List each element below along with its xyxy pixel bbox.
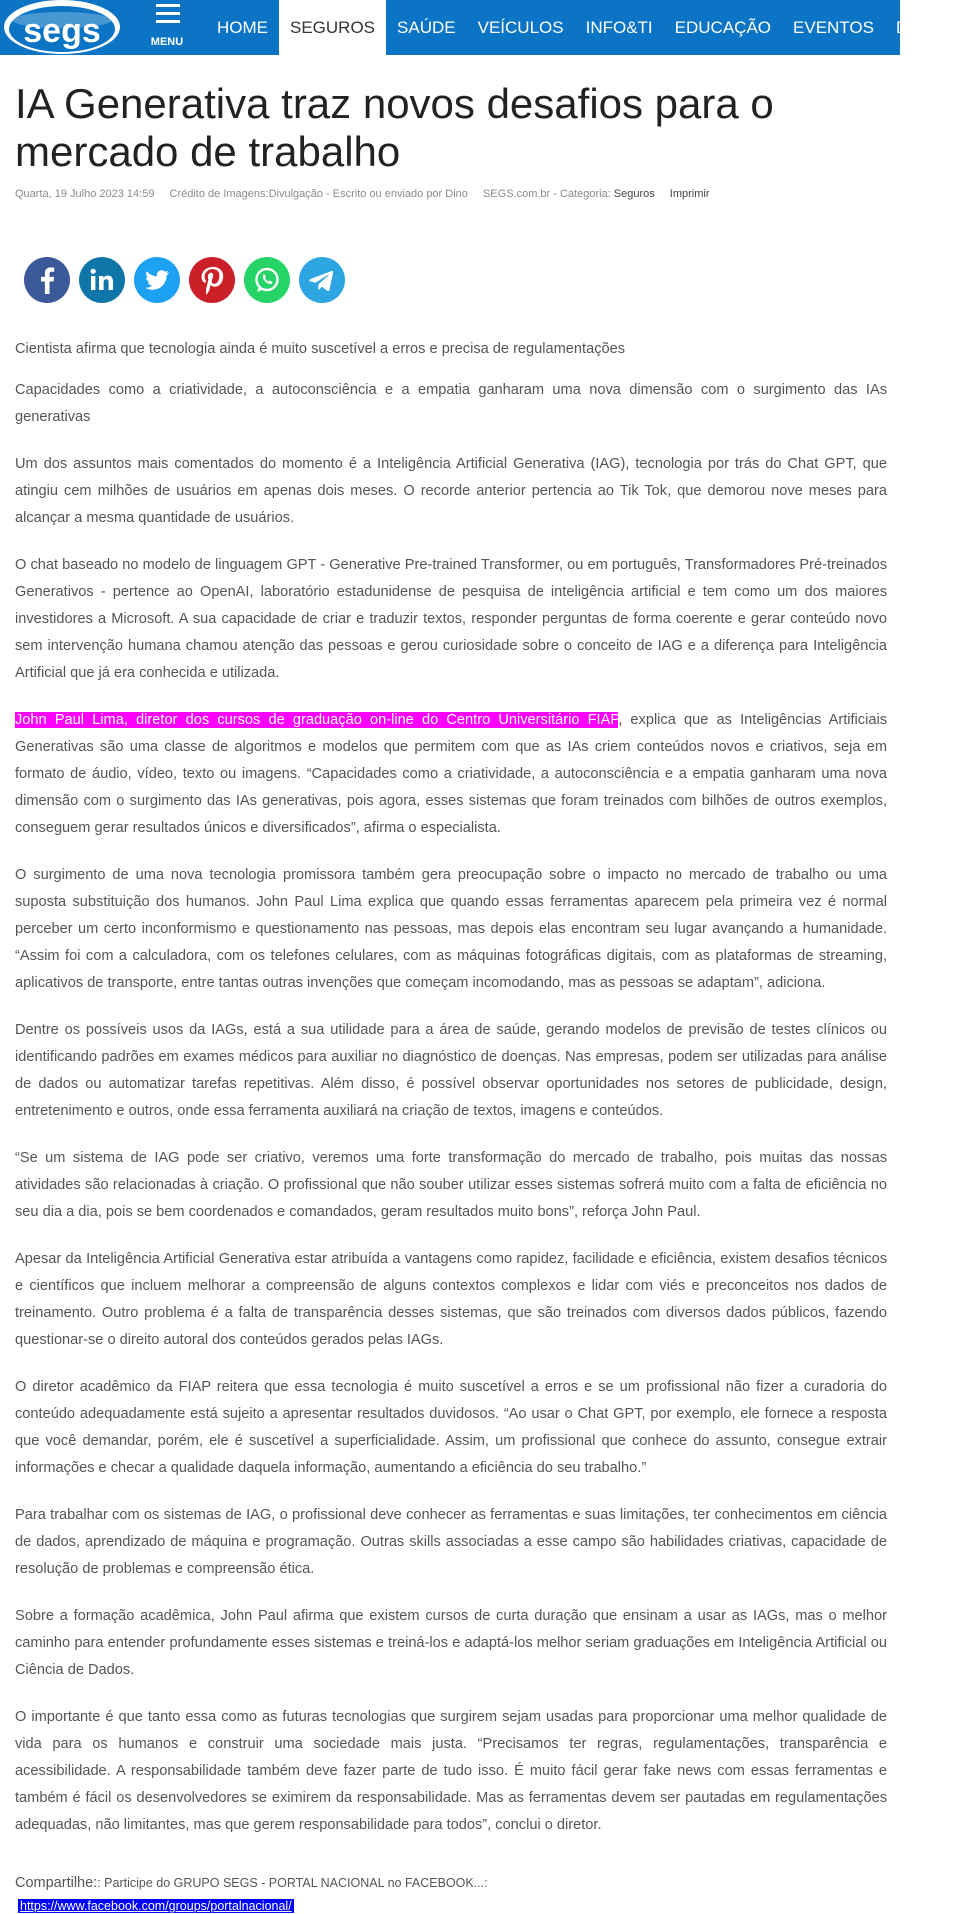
hamburger-icon <box>156 4 180 7</box>
image-credit: Crédito de Imagens:Divulgação - Escrito ou enviado por Dino <box>169 188 468 200</box>
article-paragraph: Para trabalhar com os sistemas de IAG, o profissional deve conhecer as ferramentas e suas limitações, ter conhecimentos em ciência de dados, aprendizado de máquina e programação. Outras skills associadas a esse campo são habilidades criativas, capacidade de resolução de problemas e compreensão ética. <box>15 1507 887 1577</box>
article-meta <box>15 188 887 200</box>
menu-button[interactable] <box>145 0 189 55</box>
article-paragraph: Capacidades como a criatividade, a autoconsciência e a empatia ganharam uma nova dimensão com o surgimento das IAs generativas <box>15 382 887 425</box>
article-paragraph: Um dos assuntos mais comentados do momento é a Inteligência Artificial Generativa (IAG), tecnologia por trás do Chat GPT, que atingiu cem milhões de usuários em apenas dois meses. O recorde anterior pertencia ao Tik Tok, que demorou nove meses para alcançar a mesma quantidade de usuários. <box>15 456 887 526</box>
highlighted-text: John Paul Lima, diretor dos cursos de graduação on-line do Centro Universitário FIAP <box>15 712 619 728</box>
telegram-icon[interactable] <box>299 257 345 303</box>
category-link[interactable]: Seguros <box>613 188 655 200</box>
nav-veiculos[interactable]: VEÍCULOS <box>477 18 564 37</box>
facebook-icon[interactable] <box>24 257 70 303</box>
pinterest-icon[interactable] <box>189 257 235 303</box>
segs-logo[interactable] <box>2 0 122 55</box>
article-date: Quarta, 19 Julho 2023 14:59 <box>15 188 155 200</box>
hamburger-icon-bar <box>156 20 180 23</box>
social-share-bar <box>24 257 887 303</box>
nav-educacao[interactable]: EDUCAÇÃO <box>674 18 772 37</box>
article-paragraph: Dentre os possíveis usos da IAGs, está a sua utilidade para a área de saúde, gerando modelos de previsão de testes clínicos ou identificando padrões em exames médicos para auxiliar no diagnóstico de doenças. Nas empresas, podem ser utilizadas para análise de dados ou automatizar tarefas repetitivas. Além disso, é possível observar oportunidades nos setores de publicidade, design, entretenimento e outros, onde essa ferramenta auxiliará na criação de textos, imagens e conteúdos. <box>15 1022 887 1119</box>
article-paragraph: Sobre a formação acadêmica, John Paul afirma que existem cursos de curta duração que ensinam a usar as IAGs, mas o melhor caminho para entender profundamente esses sistemas e treiná-los e adaptá-los melhor seriam graduações em Inteligência Artificial ou Ciência de Dados. <box>15 1608 887 1678</box>
menu-label: MENU <box>150 36 184 48</box>
article-paragraph: O chat baseado no modelo de linguagem GPT - Generative Pre-trained Transformer, ou em português, Transformadores Pré-treinados Generativos - pertence ao OpenAI, laboratório estadunidense de pesquisa de inteligência artificial e tem como um dos maiores investidores a Microsoft. A sua capacidade de criar e traduzir textos, responder perguntas de forma coerente e gerar conteúdo novo sem intervenção humana chamou atenção das pessoas e gerou curiosidade sobre o conceito de IAG e a diferença para Inteligência Artificial que já era conhecida e utilizada. <box>15 557 887 681</box>
hamburger-icon-bar <box>156 12 180 15</box>
article-title: IA Generativa traz novos desafios para o mercado de trabalho <box>15 80 774 175</box>
print-link[interactable]: Imprimir <box>669 188 710 200</box>
nav-eventos[interactable]: EVENTOS <box>793 18 874 37</box>
share-text: : Participe do GRUPO SEGS - PORTAL NACIONAL no FACEBOOK...: <box>97 1876 488 1890</box>
nav-demais[interactable]: DEMAIS <box>895 18 962 37</box>
article-paragraph: O diretor acadêmico da FIAP reitera que essa tecnologia é muito suscetível a erros e se um profissional não fizer a curadoria do conteúdo adequadamente está sujeito a apresentar resultados duvidosos. “Ao usar o Chat GPT, por exemplo, ele fornece a resposta que você demandar, porém, ele é suscetível a superficialidade. Assim, um profissional que conhece do assunto, consegue extrair informações e checar a qualidade daquela informação, aumentando a eficiência do seu trabalho.” <box>15 1379 887 1476</box>
article-paragraph: O surgimento de uma nova tecnologia promissora também gera preocupação sobre o impacto no mercado de trabalho ou uma suposta substituição dos humanos. John Paul Lima explica que quando essas ferramentas aparecem pela primeira vez é normal perceber um certo inconformismo e questionamento nas pessoas, mas depois elas encontram seu lugar avançando a humanidade. “Assim foi com a calculadora, com os telefones celulares, com as máquinas fotográficas digitais, com as plataformas de streaming, aplicativos de transporte, entre tantas outras invenções que começam incomodando, mas as pessoas se adaptam”, adiciona. <box>15 867 887 991</box>
category-prefix: SEGS.com.br - Categoria: <box>482 188 611 200</box>
whatsapp-icon[interactable] <box>244 257 290 303</box>
main-nav <box>206 0 972 55</box>
share-label: Compartilhe: <box>15 1875 98 1891</box>
paragraph-text: , explica que as Inteligências Artificiais Generativas são uma classe de algoritmos e modelos que permitem com que as IAs criem conteúdos novos e criativos, seja em formato de áudio, vídeo, texto ou imagens. “Capacidades como a criatividade, a autoconsciência e a empatia ganharam uma nova dimensão com o surgimento das IAs generativas, pois agora, esses sistemas que foram treinados com bilhões de outros exemplos, conseguem gerar resultados únicos e diversificados”, afirma o especialista. <box>15 712 887 836</box>
nav-home[interactable]: HOME <box>217 18 268 37</box>
nav-info-ti[interactable]: INFO&TI <box>585 18 653 37</box>
article-body <box>15 336 887 1839</box>
article-paragraph: “Se um sistema de IAG pode ser criativo, veremos uma forte transformação do mercado de trabalho, pois muitas das nossas atividades são relacionadas à criação. O profissional que não souber utilizar esses sistemas sofrerá muito com a falta de eficiência no seu dia a dia, pois se bem coordenados e comandados, geram resultados muito bons”, reforça John Paul. <box>15 1150 887 1220</box>
nav-saude[interactable]: SAÚDE <box>397 18 456 37</box>
nav-seguros[interactable]: SEGUROS <box>279 0 386 55</box>
article-paragraph <box>15 707 887 842</box>
share-section <box>15 1875 887 1914</box>
article-paragraph: Cientista afirma que tecnologia ainda é muito suscetível a erros e precisa de regulamentações <box>15 341 626 357</box>
article-paragraph: O importante é que tanto essa como as futuras tecnologias que surgirem sejam usadas para proporcionar uma melhor qualidade de vida para os humanos e construir uma sociedade mais justa. “Precisamos ter regras, regulamentações, transparência e acessibilidade. A responsabilidade também deve fazer parte de tudo isso. É muito fácil gerar fake news com essas ferramentas e também é fácil os desenvolvedores se eximirem da responsabilidade. Mas as ferramentas devem ser pautadas em regulamentações adequadas, não limitantes, mas que gerem responsabilidade para todos”, conclui o diretor. <box>15 1709 887 1833</box>
logo-text: segs <box>23 12 101 50</box>
twitter-icon[interactable] <box>134 257 180 303</box>
facebook-group-link[interactable]: https://www.facebook.com/groups/portalnacional/ <box>20 1899 292 1913</box>
linkedin-icon[interactable] <box>79 257 125 303</box>
article-container <box>15 80 887 1914</box>
top-navigation-bar <box>0 0 962 55</box>
article-paragraph: Apesar da Inteligência Artificial Generativa estar atribuída a vantagens como rapidez, facilidade e eficiência, existem desafios técnicos e científicos que incluem melhorar a compreensão de alguns contextos complexos e lidar com viés e preconceitos nos dados de treinamento. Outro problema é a falta de transparência desses sistemas, que são treinados com diversos dados públicos, fazendo questionar-se o direito autoral dos conteúdos gerados pelas IAGs. <box>15 1251 887 1348</box>
